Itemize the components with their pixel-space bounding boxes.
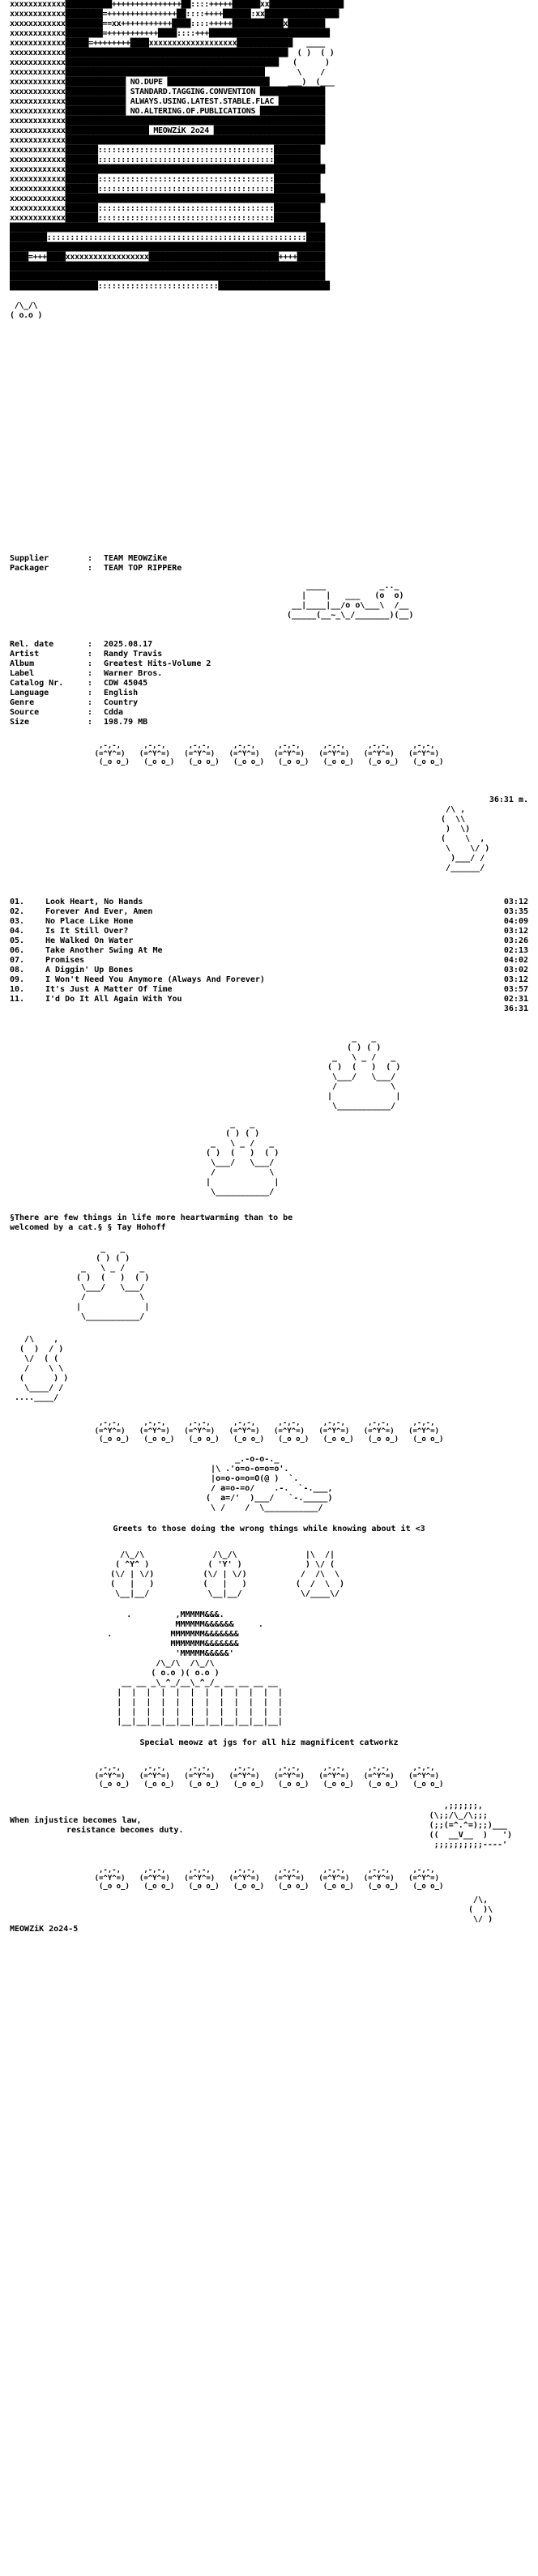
track-row <box>10 966 528 975</box>
track-title: He Walked On Water <box>45 936 134 945</box>
track-title: Look Heart, No Hands <box>45 898 143 906</box>
cat-corner-art: /\, ( )\ \/ ) <box>468 1896 493 1924</box>
paw-icon: ,-,-, (=^Y^=) (_o o_) <box>363 1419 399 1444</box>
ascii-banner: xxxxxxxxxxxx██████████+++++++++++++++██::::+++++██████xx████████████████ xxxxxxxxxxxx████████=+++++++++++++++██::::++++██████:xx████████████████ xxxxxxxxxxxx████████==xx+++++++++++████::::+++++███████████x████████ xxxxxxxxxxxx████████=+++++++++++████::::+++██████████████████████████ xxxxxxxxxxxx█████=++++++++████xxxxxxxxxxxxxxxxxxx████████████ ____ xxxxxxxxxxxx████████████████████████████████████████████████ ( ) ( ) xxxxxxxxxxxx██████████████████████████████████████████████ ( ) xxxxxxxxxxxx███████████████████████████████████████████ \ / xxxxxxxxxxxx█████████████ NO.DUPE ██████████████████████ ___) (___ xxxxxxxxxxxx█████████████ STANDARD.TAGGING.CONVENTION ██████████████ xxxxxxxxxxxx█████████████ ALWAYS.USING.LATEST.STABLE.FLAC ██████████ xxxxxxxxxxxx█████████████ NO.ALTERING.OF.PUBLICATIONS ██████████████ xxxxxxxxxxxx████████████████████████████████████████████████████████ xxxxxxxxxxxx██████████████████ MEOWZiK 2o24 ████████████████████████ xxxxxxxxxxxx████████████████████████████████████████████████████████ xxxxxxxxxxxx███████::::::::::::::::::::::::::::::::::::::██████████ xxxxxxxxxxxx███████::::::::::::::::::::::::::::::::::::::██████████ xxxxxxxxxxxx████████████████████████████████████████████████████████ xxxxxxxxxxxx███████::::::::::::::::::::::::::::::::::::::██████████ xxxxxxxxxxxx███████::::::::::::::::::::::::::::::::::::::██████████ xxxxxxxxxxxx████████████████████████████████████████████████████████ xxxxxxxxxxxx███████::::::::::::::::::::::::::::::::::::::██████████ xxxxxxxxxxxx███████::::::::::::::::::::::::::::::::::::::██████████ ████████████████████████████████████████████████████████████████████ ████████::::::::::::::::::::::::::::::::::::::::::::::::::::::::████ ████████████████████████████████████████████████████████████████████ ████=+++████xxxxxxxxxxxxxxxxxx████████████████████████████++++██████ ████████████████████████████████████████████████████████████████████ ████████████████████████████████████████████████████████████████████ ███████████████████::::::::::::::::::::::::::████████████████████████ /\_/\ ( o.o ) <box>10 0 344 320</box>
paw-icon: ,-,-, (=^Y^=) (_o o_) <box>94 1764 130 1789</box>
track-duration: 03:26 <box>503 936 528 945</box>
paw-icon: ,-,-, (=^Y^=) (_o o_) <box>184 742 220 766</box>
track-number: 04. <box>10 927 25 936</box>
track-duration: 02:31 <box>503 995 528 1004</box>
paw-icon: ,-,-, (=^Y^=) (_o o_) <box>274 742 310 766</box>
paw-icon: ,-,-, (=^Y^=) (_o o_) <box>274 1419 310 1444</box>
injustice-block <box>10 1802 528 1850</box>
track-title: Forever And Ever, Amen <box>45 907 153 916</box>
catalog-row: Catalog Nr. : CDW 45045 <box>10 679 148 688</box>
special-line: Special meowz at jgs for all hiz magnificent catworkz <box>139 1738 399 1747</box>
paw-icon: ,-,-, (=^Y^=) (_o o_) <box>363 1866 399 1891</box>
greets-line: Greets to those doing the wrong things while knowing about it <3 <box>113 1525 425 1533</box>
size-value: 198.79 MB <box>104 718 148 727</box>
track-duration: 03:02 <box>503 966 528 975</box>
injustice-line-2: resistance becomes duty. <box>66 1826 184 1835</box>
album-value: Greatest Hits-Volume 2 <box>104 659 211 668</box>
track-row <box>10 956 528 966</box>
paw-icon: ,-,-, (=^Y^=) (_o o_) <box>318 1419 354 1444</box>
track-row <box>10 917 528 927</box>
track-row <box>10 985 528 995</box>
cat-tail-art: /\ , ( ) / ) \/ ( ( / \ \ ( ) ) \____/ / ....____/ <box>15 1335 69 1402</box>
source-row: Source : Cdda <box>10 708 124 717</box>
album-row: Album : Greatest Hits-Volume 2 <box>10 659 211 668</box>
track-title: A Diggin' Up Bones <box>45 966 134 975</box>
packager-label: Packager <box>10 564 49 573</box>
cat-raised-fist-art: ,;;;;;;, (\;;/\_/\;;; (;;(=^.^=);;)___ (( __V__ ) ') ;;;;;;;;;;----' <box>429 1802 512 1849</box>
source-value: Cdda <box>104 708 124 717</box>
rel-date-row: Rel. date : 2025.08.17 <box>10 640 153 649</box>
track-duration: 03:12 <box>503 898 528 906</box>
track-number: 02. <box>10 907 25 916</box>
track-number: 01. <box>10 898 25 906</box>
cats-trio-art: /\_/\ /\_/\ |\ /| ( ^Y^ ) ( 'Y' ) ) \/ ( (\/ | \/) (\/ | \/) / /\ \ ( | ) ( | ) ( / \ ) \__|__/ \__|__/ \/____\/ <box>110 1550 345 1598</box>
artist-row: Artist : Randy Travis <box>10 650 163 659</box>
paw-icon: ,-,-, (=^Y^=) (_o o_) <box>363 742 399 766</box>
paw-icon: ,-,-, (=^Y^=) (_o o_) <box>274 1866 310 1891</box>
track-number: 07. <box>10 956 25 965</box>
genre-row: Genre : Country <box>10 698 139 707</box>
track-duration: 02:13 <box>503 946 528 955</box>
track-number: 03. <box>10 917 25 926</box>
paw-icon: ,-,-, (=^Y^=) (_o o_) <box>139 1419 175 1444</box>
cat-art-sitting: /\ , ( \\ ) \) ( \ , \ \/ ) )___/ / /______/ <box>441 805 490 872</box>
paw-icon: ,-,-, (=^Y^=) (_o o_) <box>408 1419 444 1444</box>
track-row <box>10 995 528 1004</box>
paw-icon: ,-,-, (=^Y^=) (_o o_) <box>318 1866 354 1891</box>
paw-icon: ,-,-, (=^Y^=) (_o o_) <box>408 1764 444 1789</box>
cat-art-curled: _.-o-o-._ |\ .'o=o-o=o=o'. |o=o-o=o=O(@ ) `. / a=o-=o/ .-. `-.___, ( a=/' )___/ `-._____) \ / / \___________/ <box>206 1455 333 1512</box>
paw-icon: ,-,-, (=^Y^=) (_o o_) <box>184 1419 220 1444</box>
size-row: Size : 198.79 MB <box>10 718 148 727</box>
track-title: Promises <box>45 956 85 965</box>
paw-divider-2 <box>10 1419 528 1444</box>
packager-value: TEAM TOP RIPPERe <box>104 564 182 573</box>
paw-icon: ,-,-, (=^Y^=) (_o o_) <box>184 1764 220 1789</box>
paw-icon: ,-,-, (=^Y^=) (_o o_) <box>228 742 264 766</box>
language-value: English <box>104 689 139 697</box>
track-duration: 03:12 <box>503 927 528 936</box>
paw-icon: ,-,-, (=^Y^=) (_o o_) <box>139 742 175 766</box>
paw-divider-4 <box>10 1866 528 1891</box>
paw-icon: ,-,-, (=^Y^=) (_o o_) <box>318 742 354 766</box>
paw-icon: ,-,-, (=^Y^=) (_o o_) <box>94 742 130 766</box>
artist-value: Randy Travis <box>104 650 163 659</box>
track-number: 08. <box>10 966 25 975</box>
nfo-document <box>10 0 528 1934</box>
track-number: 05. <box>10 936 25 945</box>
paw-icon: ,-,-, (=^Y^=) (_o o_) <box>318 1764 354 1789</box>
track-duration: 03:57 <box>503 985 528 994</box>
label-value: Warner Bros. <box>104 669 163 678</box>
track-row <box>10 907 528 917</box>
packager-row: Packager : TEAM TOP RIPPERe <box>10 564 182 573</box>
cat-art-duo: ____ _.._ | | ___ (o o) __|____|__/o o\___\ /__ (_____(__~_\_/_______)(__) <box>287 582 414 620</box>
paw-icon: ,-,-, (=^Y^=) (_o o_) <box>184 1866 220 1891</box>
quote-line-1: §There are few things in life more heartwarming than to be <box>10 1213 293 1222</box>
track-row <box>10 975 528 985</box>
language-row: Language : English <box>10 689 139 697</box>
paw-icon: ,-,-, (=^Y^=) (_o o_) <box>139 1764 175 1789</box>
paw-icon: ,-,-, (=^Y^=) (_o o_) <box>408 1866 444 1891</box>
catalog-value: CDW 45045 <box>104 679 148 688</box>
tracklist <box>10 898 528 1014</box>
injustice-line-1: When injustice becomes law, <box>10 1816 142 1825</box>
track-row <box>10 898 528 907</box>
paw-icon: ,-,-, (=^Y^=) (_o o_) <box>228 1866 264 1891</box>
track-title: I'd Do It All Again With You <box>45 995 182 1004</box>
supplier-label: Supplier <box>10 554 49 563</box>
paw-art-3: _ _ ( ) ( ) _ \ _ / _ ( ) ( ) ( ) \___/ \___/ / \ | | \___________/ <box>76 1244 150 1321</box>
supplier-row: Supplier : TEAM MEOWZiKe <box>10 554 168 563</box>
tracks-total: 36:31 <box>503 1004 528 1013</box>
track-number: 11. <box>10 995 25 1004</box>
quote <box>10 1213 528 1233</box>
release-info <box>10 640 528 727</box>
track-row <box>10 946 528 956</box>
paw-icon: ,-,-, (=^Y^=) (_o o_) <box>228 1419 264 1444</box>
track-duration: 04:02 <box>503 956 528 965</box>
paw-icon: ,-,-, (=^Y^=) (_o o_) <box>94 1866 130 1891</box>
paw-icon: ,-,-, (=^Y^=) (_o o_) <box>408 742 444 766</box>
tracks-total-row <box>10 1004 528 1014</box>
paw-art-2: _ _ ( ) ( ) _ \ _ / _ ( ) ( ) ( ) \___/ \___/ / \ | | \___________/ <box>206 1120 280 1196</box>
track-title: I Won't Need You Anymore (Always And Forever) <box>45 975 265 984</box>
supplier-value: TEAM MEOWZiKe <box>104 554 168 563</box>
track-duration: 04:09 <box>503 917 528 926</box>
paw-art-1: _ _ ( ) ( ) _ \ _ / _ ( ) ( ) ( ) \___/ \___/ / \ | | \___________/ <box>327 1034 401 1111</box>
footer-signature: MEOWZiK 2o24-5 <box>10 1925 79 1934</box>
track-duration: 03:12 <box>503 975 528 984</box>
rel-date-value: 2025.08.17 <box>104 640 153 649</box>
paw-icon: ,-,-, (=^Y^=) (_o o_) <box>228 1764 264 1789</box>
genre-value: Country <box>104 698 139 707</box>
track-title: Take Another Swing At Me <box>45 946 163 955</box>
track-title: No Place Like Home <box>45 917 134 926</box>
quote-line-2: welcomed by a cat.§ § Tay Hohoff <box>10 1223 166 1232</box>
paw-icon: ,-,-, (=^Y^=) (_o o_) <box>274 1764 310 1789</box>
paw-divider-1 <box>10 742 528 766</box>
paw-divider-3 <box>10 1764 528 1789</box>
track-title: It's Just A Matter Of Time <box>45 985 173 994</box>
total-time-header: 36:31 m. <box>489 795 528 804</box>
track-number: 06. <box>10 946 25 955</box>
label-row: Label : Warner Bros. <box>10 669 163 678</box>
track-title: Is It Still Over? <box>45 927 129 936</box>
track-number: 09. <box>10 975 25 984</box>
paw-icon: ,-,-, (=^Y^=) (_o o_) <box>363 1764 399 1789</box>
track-row <box>10 927 528 936</box>
paw-icon: ,-,-, (=^Y^=) (_o o_) <box>94 1419 130 1444</box>
track-number: 10. <box>10 985 25 994</box>
track-row <box>10 936 528 946</box>
paw-icon: ,-,-, (=^Y^=) (_o o_) <box>139 1866 175 1891</box>
track-duration: 03:35 <box>503 907 528 916</box>
cats-moon-fence-art: . ,MMMMM&&&. MMMMMM&&&&&& . . MMMMMMM&&&&&&& MMMMMMM&&&&&&& 'MMMMM&&&&&' /\_/\ /\_/\ ( o.o )( o.o ) __ __ _\_^_/__\_^_/_ __ __ __ __ | | | | | | | | | | | | | | | | | | | | | | | | | | | | | | | | | | | | |__|__|__|__|__|__|__|__|__|__|__| <box>107 1610 283 1726</box>
